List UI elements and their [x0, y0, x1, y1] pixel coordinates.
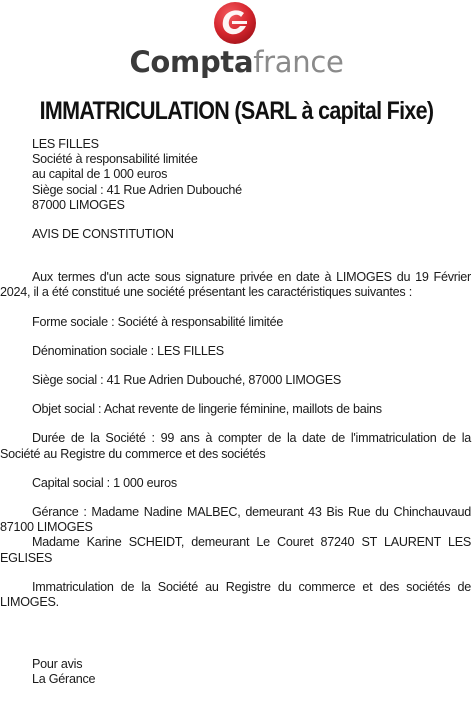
document-body	[0, 137, 471, 688]
intro-paragraph: Aux termes d'un acte sous signature privée en date à LIMOGES du 19 Février 2024, il a été constitué une société présentant les caractéristiques suivantes :	[0, 270, 471, 300]
capital-social: Capital social : 1 000 euros	[32, 475, 177, 490]
duree-societe: Durée de la Société : 99 ans à compter de la date de l'immatriculation de la Société au Registre du commerce et des sociétés	[0, 431, 471, 461]
header	[0, 0, 473, 90]
immatriculation-paragraph: Immatriculation de la Société au Registre du commerce et des sociétés de LIMOGES.	[0, 579, 471, 610]
company-address-line: Siège social : 41 Rue Adrien Dubouché	[32, 182, 242, 197]
comptafrance-logo-icon	[210, 0, 260, 46]
document-title: IMMATRICULATION (SARL à capital Fixe)	[39, 97, 434, 125]
company-name-line: LES FILLES	[32, 137, 99, 151]
brand-logo-text	[0, 44, 473, 80]
gerance-1: Gérance : Madame Nadine MALBEC, demeurant 43 Bis Rue du Chinchauvaud 87100 LIMOGES	[0, 505, 471, 535]
company-capital-line: au capital de 1 000 euros	[32, 167, 168, 182]
brand-name-part2: france	[253, 45, 344, 79]
company-form-line: Société à responsabilité limitée	[32, 152, 198, 167]
forme-sociale: Forme sociale : Société à responsabilité limitée	[32, 314, 284, 329]
closing-pour-avis: Pour avis	[32, 657, 83, 672]
company-city-line: 87000 LIMOGES	[32, 197, 125, 212]
brand-name-part1: Compta	[129, 45, 254, 79]
objet-social: Objet social : Achat revente de lingerie féminine, maillots de bains	[32, 402, 382, 417]
denomination-sociale: Dénomination sociale : LES FILLES	[32, 343, 224, 358]
closing-la-gerance: La Gérance	[32, 672, 96, 687]
gerance-2: Madame Karine SCHEIDT, demeurant Le Couret 87240 ST LAURENT LES EGLISES	[0, 535, 471, 565]
siege-social: Siège social : 41 Rue Adrien Dubouché, 87000 LIMOGES	[32, 373, 342, 388]
notice-type: AVIS DE CONSTITUTION	[32, 227, 174, 242]
